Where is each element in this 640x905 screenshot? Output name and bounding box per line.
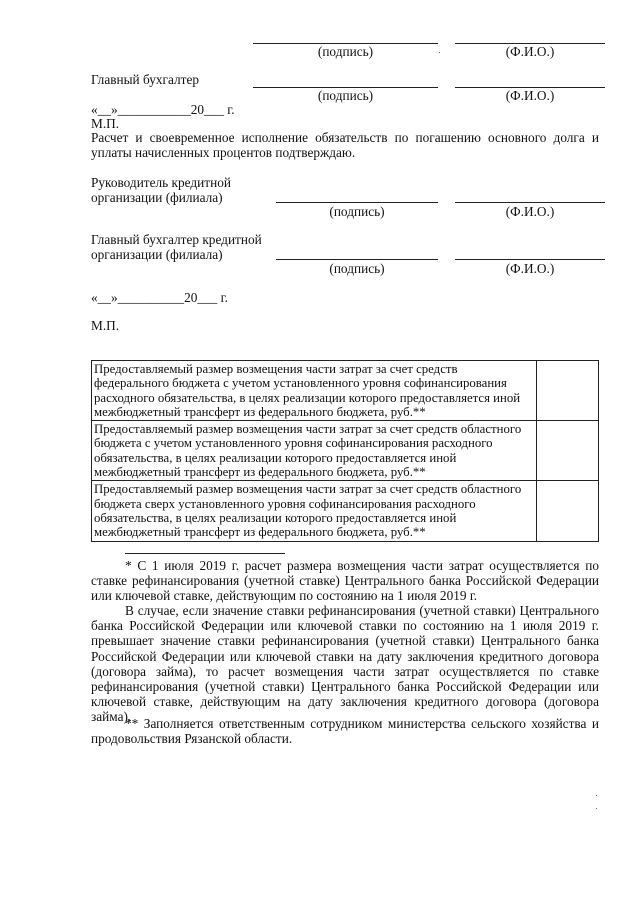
fio-caption-2: (Ф.И.О.) [505, 88, 555, 103]
bank-accountant-label-1: Главный бухгалтер кредитной [91, 232, 262, 247]
table-row [92, 481, 599, 541]
scan-speck [596, 795, 597, 796]
signature-caption-1: (подпись) [317, 44, 374, 59]
footnote-2: В случае, если значение ставки рефинансирования (учетной ставки) Центрального банка Российской Федерации или ключевой ставки по состоянию на 1 июля 2019 г. превышает значение ставки рефинансирования (учетной ставки) Центрального банка Российской Федерации или ключевой ставки на дату заключения кредитного договора (договора займа), то расчет возмещения части затрат осуществляется по ставке рефинансирования (учетной ставки) Центрального банка Российской Федерации или ключевой ставке, действующим на дату заключения кредитного договора (договора займа). [91, 603, 599, 725]
bank-head-label-2: организации (филиала) [91, 190, 223, 205]
fio-line-3 [455, 202, 605, 203]
stamp-2: М.П. [91, 318, 120, 333]
table-row-label-2: Предоставляемый размер возмещения части затрат за счет средств областного бюджета с учетом установленного уровня софинансирования расходного обязательства, в целях реализации которого предоставляется иной межбюджетный трансферт из федерального бюджета, руб.** [92, 421, 537, 481]
table-row-value-3[interactable] [537, 481, 599, 541]
footnote-3: ** Заполняется ответственным сотрудником министерства сельского хозяйства и продовольствия Рязанской области. [91, 716, 599, 747]
signature-caption-4: (подпись) [329, 261, 385, 276]
table-row-value-2[interactable] [537, 421, 599, 481]
table-row-value-1[interactable] [537, 361, 599, 421]
stamp-1: М.П. [91, 116, 120, 131]
footnote-separator [125, 553, 285, 554]
footnote-1: * С 1 июля 2019 г. расчет размера возмещения части затрат осуществляется по ставке рефинансирования (учетной ставке) Центрального банка Российской Федерации или ключевой ставке, действующим по состоянию на 1 июля 2019 г. [91, 558, 599, 604]
fio-line-4 [455, 259, 605, 260]
date-line-2: «__»__________20___ г. [91, 290, 228, 305]
table-row-label-1: Предоставляемый размер возмещения части затрат за счет средств федерального бюджета с учетом установленного уровня софинансирования расходного обязательства, в целях реализации которого предоставляется иной межбюджетный трансферт из федерального бюджета, руб.** [92, 361, 537, 421]
table-row-label-3: Предоставляемый размер возмещения части затрат за счет средств областного бюджета сверх установленного уровня софинансирования расходного обязательства, в целях реализации которого предоставляется иной межбюджетный трансферт из федерального бюджета, руб.** [92, 481, 537, 541]
fio-caption-4: (Ф.И.О.) [505, 261, 555, 276]
signature-caption-2: (подпись) [317, 88, 374, 103]
table-row [92, 361, 599, 421]
bank-accountant-label-2: организации (филиала) [91, 247, 223, 262]
table-row [92, 421, 599, 481]
reimbursement-table [91, 360, 599, 542]
scan-speck [596, 808, 597, 809]
confirmation-text: Расчет и своевременное исполнение обязательств по погашению основного долга и уплаты начисленных процентов подтверждаю. [91, 130, 599, 161]
bank-head-label-1: Руководитель кредитной [91, 175, 231, 190]
fio-caption-3: (Ф.И.О.) [505, 204, 555, 219]
date-line-1: «__»___________20___ г. [91, 102, 235, 117]
signature-line-4 [276, 259, 438, 260]
signature-line-3 [276, 202, 438, 203]
scan-speck [439, 52, 440, 53]
signature-caption-3: (подпись) [329, 204, 385, 219]
chief-accountant-label: Главный бухгалтер [91, 72, 200, 87]
fio-caption-1: (Ф.И.О.) [505, 44, 555, 59]
